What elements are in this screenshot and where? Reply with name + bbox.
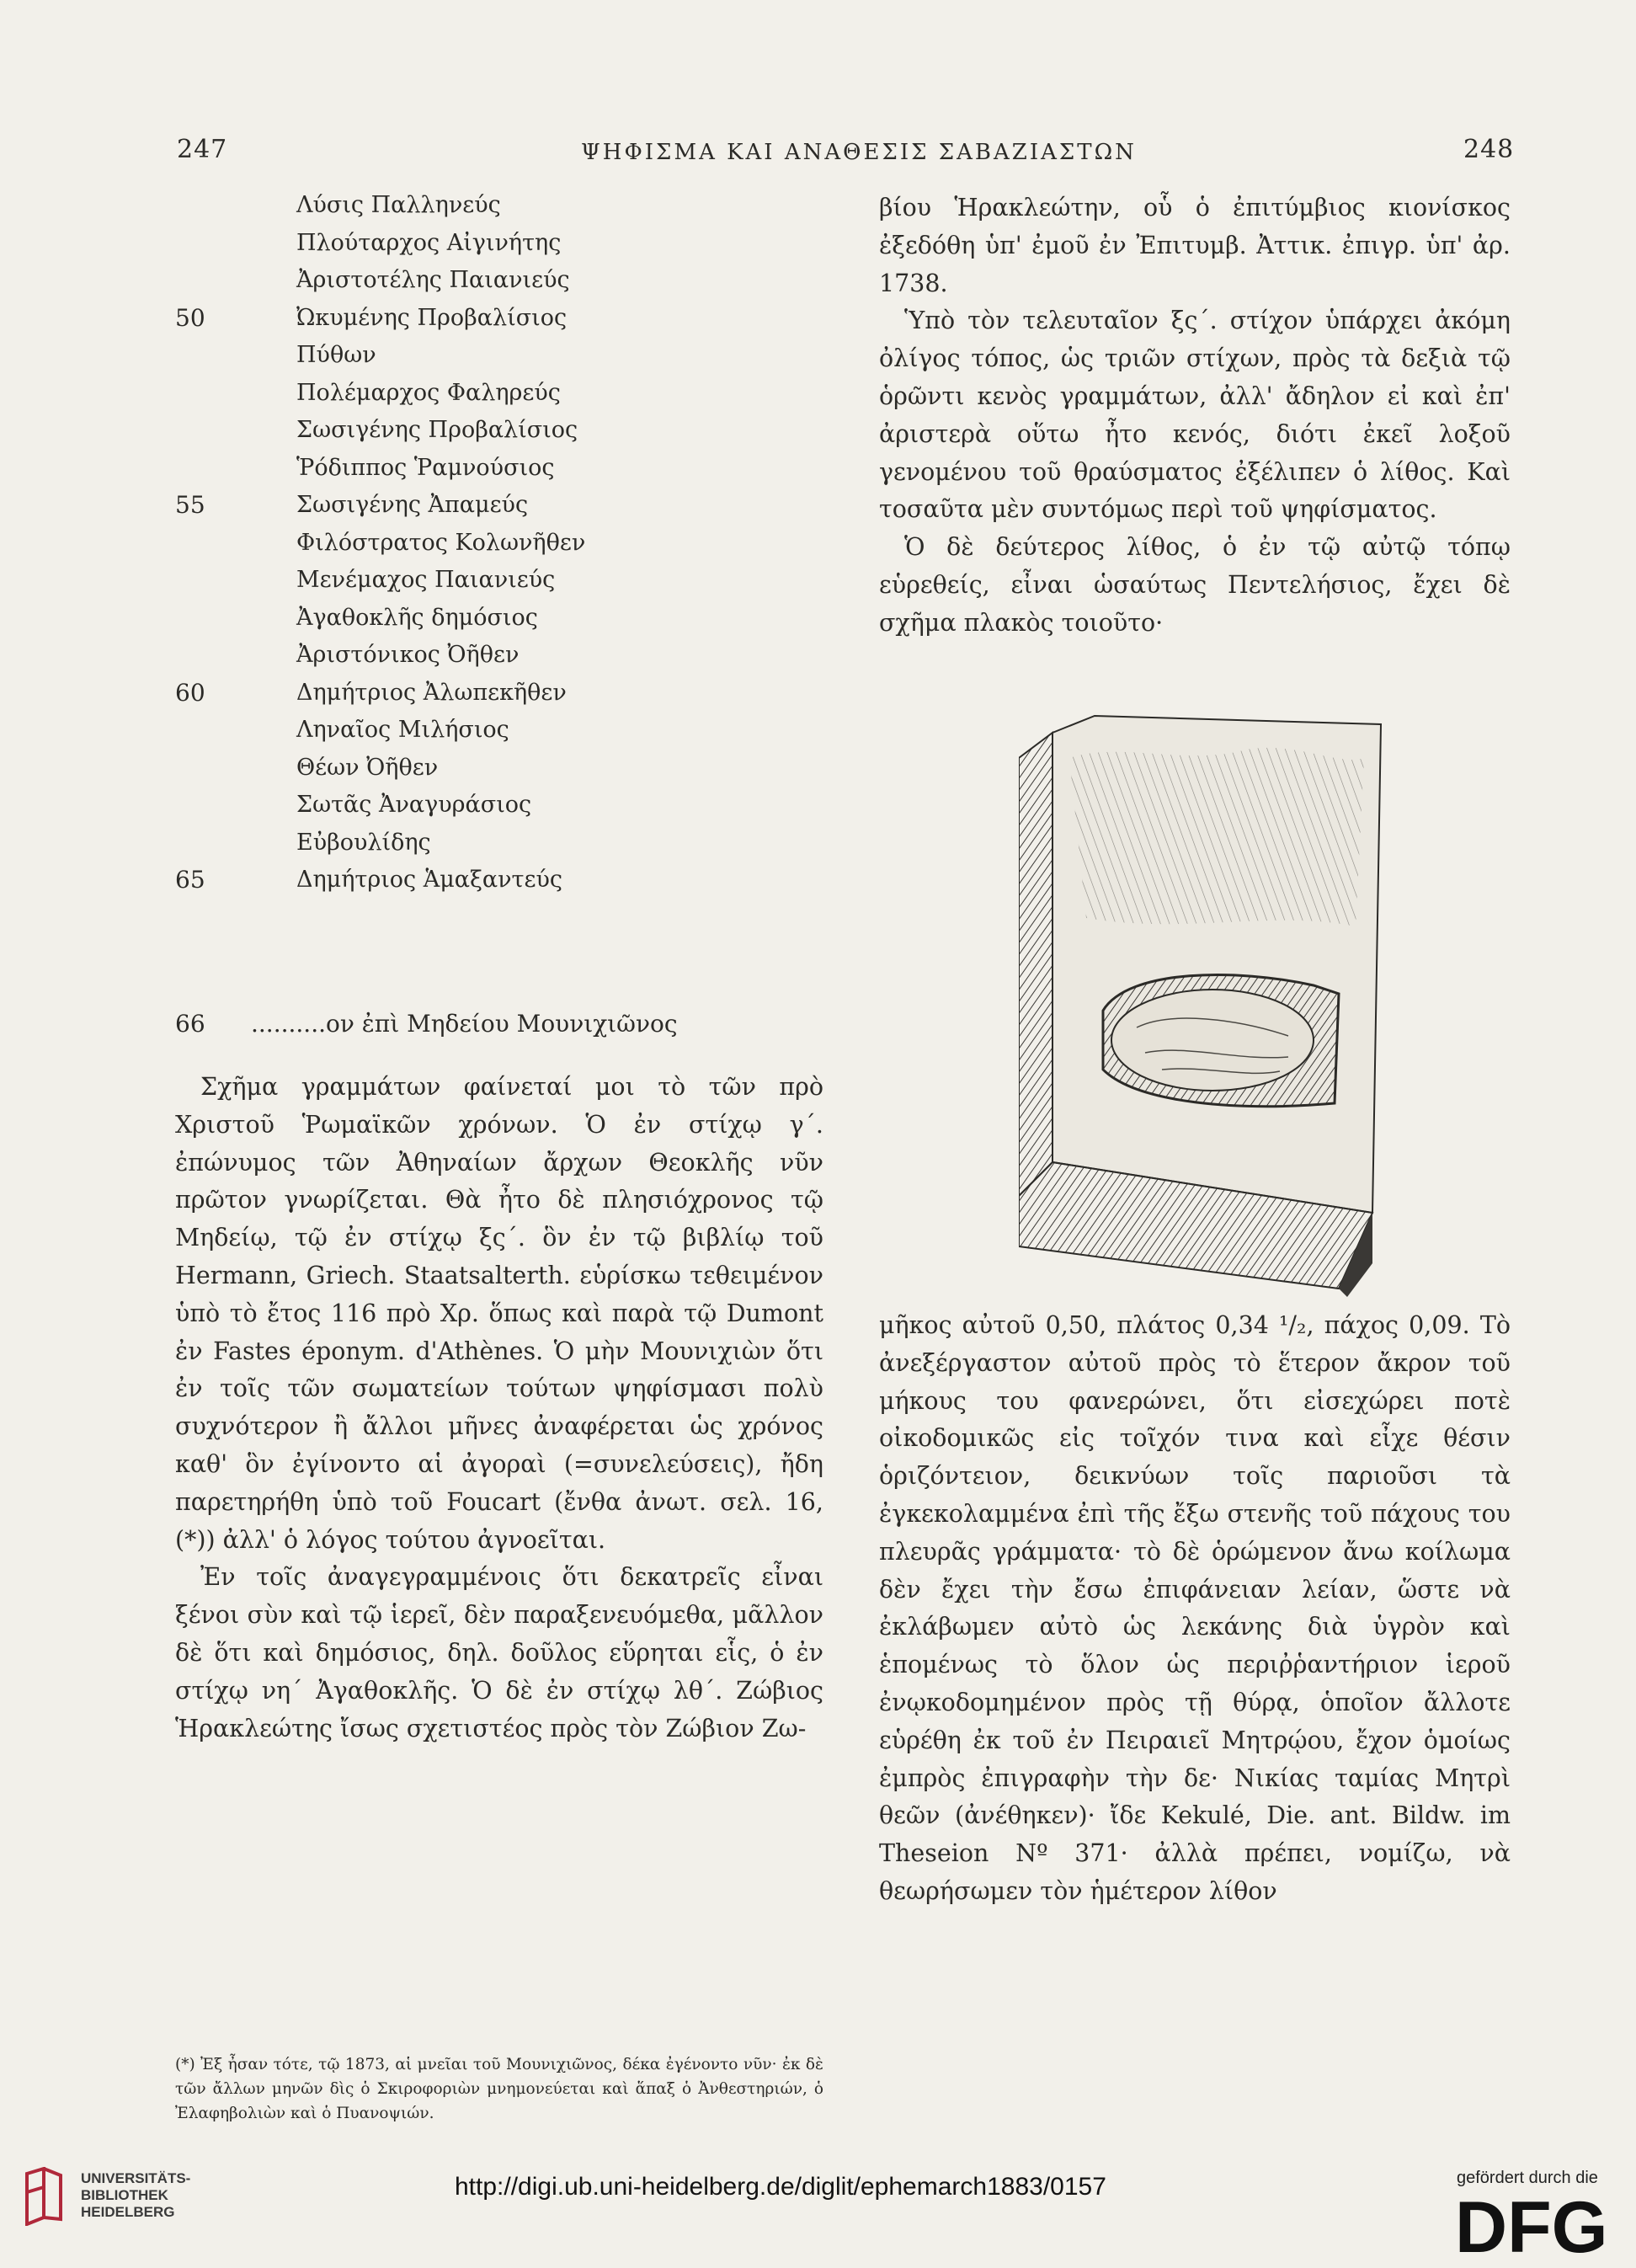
name-row bbox=[236, 600, 631, 638]
name-row bbox=[175, 300, 631, 338]
name-row bbox=[236, 262, 631, 300]
line-number: 66 bbox=[175, 1010, 205, 1038]
stone-slab-illustration bbox=[1019, 707, 1406, 1297]
line-number: 65 bbox=[175, 866, 205, 894]
person-name: Ὠκυμένης Προβαλίσιος bbox=[296, 304, 568, 331]
name-row bbox=[236, 225, 631, 263]
paragraph: μῆκος αὐτοῦ 0,50, πλάτος 0,34 ¹/₂, πάχος 0,09. Τὸ ἀνεξέργαστον αὐτοῦ πρὸς τὸ ἕτερον ἄκρον τοῦ μήκους του φανερώνει, ὅτι εἰσεχώρει ποτὲ οἰκοδομικῶς εἰς τοῖχόν τινα καὶ εἶχε θέσιν ὁριζόντειον, δεικνύων τοῖς παριοῦσι τὰ ἐγκεκολαμμένα ἐπὶ τῆς ἔξω στενῆς τοῦ πάχους του πλευρᾶς γράμματα· τὸ δὲ ὁρώμενον ἄνω κοίλωμα δὲν ἔχει τὴν ἔσω ἐπιφάνειαν λείαν, ὥστε νὰ ἐκλάβωμεν αὐτὸ ὡς λεκάνης διὰ ὑγρὸν καὶ ἑπομένως τὸ ὅλον ὡς περιῤῥαντήριον ἱεροῦ ἐνῳκοδομημένον πρὸς τῇ θύρᾳ, ὁποῖον ἄλλοτε εὑρέθη ἐκ τοῦ ἐν Πειραιεῖ Μητρῴου, ἔχον ὁμοίως ἐμπρὸς ἐπιγραφὴν τὴν δε· Νικίας ταμίας Μητρὶ θεῶν (ἀνέθηκεν)· ἴδε Kekulé, Die. ant. Bildw. im Theseion Nº 371· ἀλλὰ πρέπει, νομίζω, νὰ θεωρήσωμεν τὸν ἡμέτερον λίθον bbox=[879, 1311, 1511, 1905]
person-name: Πύθων bbox=[296, 342, 376, 368]
name-row bbox=[236, 412, 631, 450]
footnote bbox=[175, 2052, 823, 2126]
person-name: Ληναῖος Μιλήσιος bbox=[296, 717, 509, 743]
name-row bbox=[236, 375, 631, 413]
name-row bbox=[236, 750, 631, 787]
footnote-text: (*) Ἐξ ἦσαν τότε, τῷ 1873, αἱ μνεῖαι τοῦ Μουνιχιῶνος, δέκα ἐγένοντο νῦν· ἐκ δὲ τῶν ἄλλων μηνῶν δὶς ὁ Σκιροφοριὼν μνημονεύεται καὶ ἅπαξ ὁ Ἀνθεστηριών, ὁ Ἐλαφηβολιὼν καὶ ὁ Πυανοψιών. bbox=[175, 2056, 823, 2122]
person-name: Θέων Ὀῆθεν bbox=[296, 754, 439, 781]
person-name: Ῥόδιππος Ῥαμνούσιος bbox=[296, 454, 555, 481]
name-row bbox=[236, 525, 631, 563]
person-name: Σωτᾶς Ἀναγυράσιος bbox=[296, 792, 532, 818]
name-row bbox=[175, 862, 631, 899]
paragraph: Ὑπὸ τὸν τελευταῖον ξς΄. στίχον ὑπάρχει ἀκόμη ὀλίγος τόπος, ὡς τριῶν στίχων, πρὸς τὰ δεξιὰ τῷ ὁρῶντι κενὸς γραμμάτων, ἀλλ' ἄδηλον εἰ καὶ ἐπ' ἀριστερὰ οὕτω ἦτο κενός, διότι ἐκεῖ λοξοῦ γενομένου τοῦ θραύσματος ἐξέλιπεν ὁ λίθος. Καὶ τοσαῦτα μὲν συντόμως περὶ τοῦ ψηφίσματος. bbox=[879, 307, 1511, 524]
name-row bbox=[175, 675, 631, 712]
paragraph: Ὁ δὲ δεύτερος λίθος, ὁ ἐν τῷ αὐτῷ τόπῳ εὑρεθείς, εἶναι ὡσαύτως Πεντελήσιος, ἔχει δὲ σχῆμα πλακὸς τοιοῦτο· bbox=[879, 533, 1511, 637]
names-list bbox=[175, 187, 631, 899]
paragraph: Σχῆμα γραμμάτων φαίνεταί μοι τὸ τῶν πρὸ Χριστοῦ Ῥωμαϊκῶν χρόνων. Ὁ ἐν στίχῳ γ΄. ἐπώνυμος τῶν Ἀθηναίων ἄρχων Θεοκλῆς νῦν πρῶτον γνωρίζεται. Θὰ ἦτο δὲ πλησιόχρονος τῷ Μηδείῳ, τῷ ἐν στίχῳ ξς΄. ὃν ἐν τῷ βιβλίῳ τοῦ Hermann, Griech. Staatsalterth. εὑρίσκω τεθειμένον ὑπὸ τὸ ἔτος 116 πρὸ Χρ. ὅπως καὶ παρὰ τῷ Dumont ἐν Fastes éponym. d'Athènes. Ὁ μὴν Μουνιχιὼν ὅτι ἐν τοῖς τῶν σωματείων τούτων ψηφίσμασι πολὺ συχνότερον ἢ ἄλλοι μῆνες ἀναφέρεται ὡς χρόνος καθ' ὃν ἐγίνοντο αἱ ἀγοραὶ (=συνελεύσεις), ἤδη παρετηρήθη ὑπὸ τοῦ Foucart (ἔνθα ἀνωτ. σελ. 16, (*)) ἀλλ' ὁ λόγος τούτου ἀγνοεῖται. bbox=[175, 1073, 823, 1554]
running-title: ΨΗΦΙΣΜΑ ΚΑΙ ΑΝΑΘΕΣΙΣ ΣΑΒΑΖΙΑΣΤΩΝ bbox=[581, 140, 1137, 165]
line-number: 60 bbox=[175, 678, 205, 707]
right-column-top-text bbox=[879, 189, 1511, 643]
person-name: Ἀριστόνικος Ὀῆθεν bbox=[296, 642, 520, 668]
name-row bbox=[236, 562, 631, 600]
source-url-link[interactable]: http://digi.ub.uni-heidelberg.de/diglit/ephemarch1883/0157 bbox=[455, 2173, 1106, 2201]
person-name: Σωσιγένης Ἀπαμεύς bbox=[296, 492, 529, 518]
library-name: UNIVERSITÄTS- BIBLIOTHEK HEIDELBERG bbox=[81, 2170, 191, 2220]
line-number: 55 bbox=[175, 491, 205, 519]
person-name: Ἀγαθοκλῆς δημόσιος bbox=[296, 604, 538, 631]
person-name: Δημήτριος Ἀλωπεκῆθεν bbox=[296, 679, 567, 706]
line-66 bbox=[175, 1010, 678, 1038]
name-row bbox=[236, 337, 631, 375]
sponsor-text: gefördert durch die bbox=[1457, 2169, 1598, 2187]
person-name: Λύσις Παλληνεύς bbox=[296, 192, 501, 218]
person-name: Δημήτριος Ἁμαξαντεύς bbox=[296, 867, 563, 893]
person-name: Μενέμαχος Παιανιεύς bbox=[296, 567, 556, 593]
person-name: Σωσιγένης Προβαλίσιος bbox=[296, 417, 578, 443]
page-number-left: 247 bbox=[177, 135, 228, 164]
person-name: Πλούταρχος Αἰγινήτης bbox=[296, 229, 562, 256]
paragraph: βίου Ἡρακλεώτην, οὗ ὁ ἐπιτύμβιος κιονίσκος ἐξεδόθη ὑπ' ἐμοῦ ἐν Ἐπιτυμβ. Ἀττικ. ἐπιγρ. ὑπ' ἀρ. 1738. bbox=[879, 194, 1511, 297]
name-row bbox=[236, 712, 631, 750]
name-row bbox=[236, 787, 631, 824]
page-number-right: 248 bbox=[1463, 135, 1515, 164]
person-name: Ἀριστοτέλης Παιανιεύς bbox=[296, 267, 570, 293]
name-row bbox=[175, 487, 631, 525]
name-row bbox=[236, 824, 631, 862]
paragraph: Ἐν τοῖς ἀναγεγραμμένοις ὅτι δεκατρεῖς εἶναι ξένοι σὺν καὶ τῷ ἱερεῖ, δὲν παραξενευόμεθα, μᾶλλον δὲ ὅτι καὶ δημόσιος, δηλ. δοῦλος εὕρηται εἷς, ὁ ἐν στίχῳ νη΄ Ἀγαθοκλῆς. Ὁ δὲ ἐν στίχῳ λθ΄. Ζώβιος Ἡρακλεώτης ἴσως σχετιστέος πρὸς τὸν Ζώβιον Ζω- bbox=[175, 1563, 823, 1742]
line-text: ..........ον ἐπὶ Μηδείου Μουνιχιῶνος bbox=[251, 1010, 678, 1038]
person-name: Πολέμαρχος Φαληρεύς bbox=[296, 379, 561, 406]
person-name: Φιλόστρατος Κολωνῆθεν bbox=[296, 529, 586, 556]
left-column-text bbox=[175, 1069, 823, 1748]
svg-text:DFG: DFG bbox=[1455, 2191, 1608, 2259]
name-row bbox=[236, 187, 631, 225]
name-row bbox=[236, 637, 631, 675]
library-logo-icon bbox=[19, 2167, 66, 2226]
person-name: Εὐβουλίδης bbox=[296, 829, 431, 856]
right-column-bottom-text bbox=[879, 1307, 1511, 1911]
dfg-logo-icon bbox=[1455, 2191, 1615, 2259]
line-number: 50 bbox=[175, 303, 205, 332]
name-row bbox=[236, 450, 631, 488]
